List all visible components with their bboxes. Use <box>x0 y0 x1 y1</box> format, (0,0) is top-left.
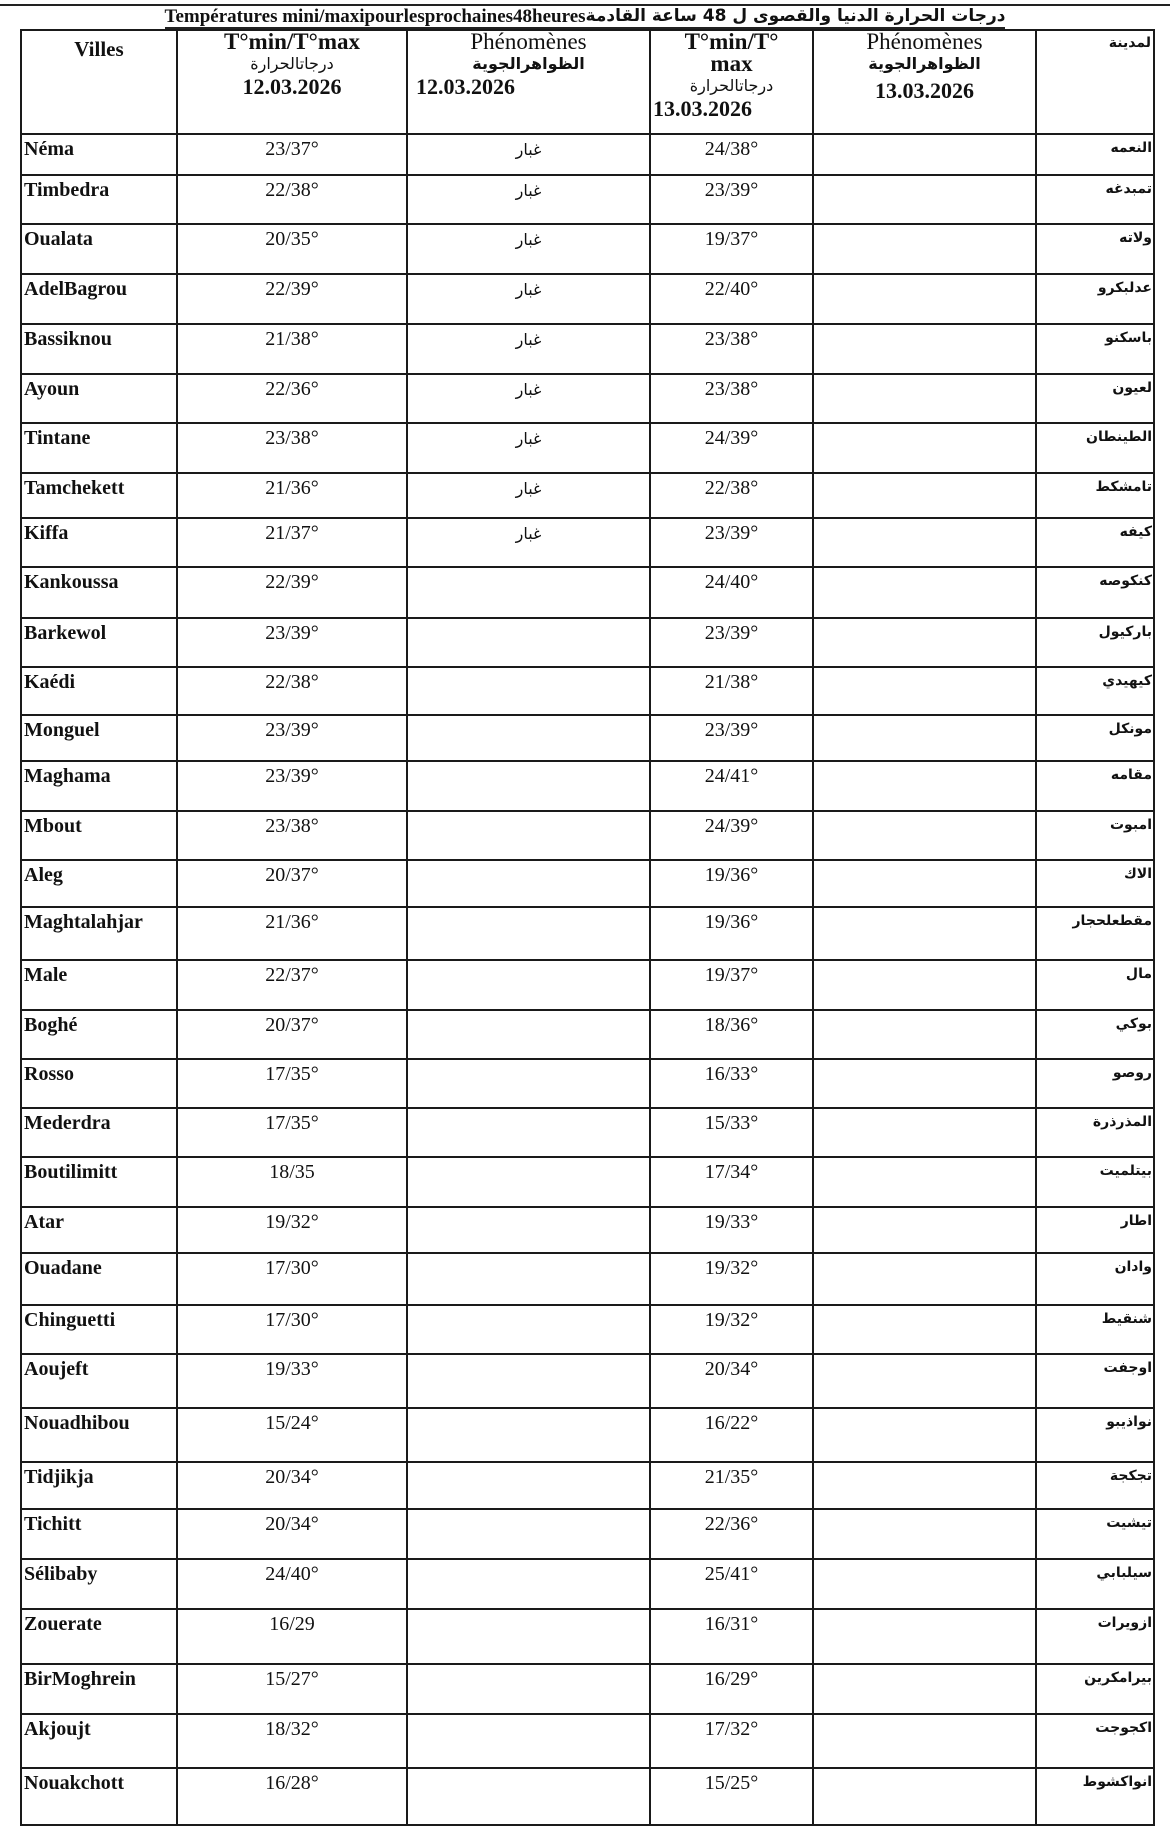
city-name-arabic: روصو <box>1036 1059 1154 1108</box>
phenomena-day1 <box>407 960 650 1010</box>
phenomena-day1 <box>407 1207 650 1253</box>
phenomena-day2 <box>813 374 1036 423</box>
temp-day2: 18/36° <box>650 1010 813 1059</box>
temp-day2: 16/31° <box>650 1609 813 1664</box>
city-name: Tamchekett <box>21 473 177 518</box>
city-name: Boghé <box>21 1010 177 1059</box>
city-name: Atar <box>21 1207 177 1253</box>
city-name: Ayoun <box>21 374 177 423</box>
table-row <box>21 1108 1154 1157</box>
city-name: Kiffa <box>21 518 177 567</box>
temp-day2: 23/38° <box>650 324 813 374</box>
temp-day2: 22/38° <box>650 473 813 518</box>
phenomena-day1 <box>407 907 650 960</box>
page-title <box>0 7 1170 29</box>
phenomena-day1 <box>407 667 650 715</box>
city-name: Monguel <box>21 715 177 761</box>
temp-day2: 21/38° <box>650 667 813 715</box>
temp-day1: 18/32° <box>177 1714 407 1768</box>
city-name-arabic: سيلبابي <box>1036 1559 1154 1609</box>
city-name: Mederdra <box>21 1108 177 1157</box>
city-name-arabic: تجكجة <box>1036 1462 1154 1509</box>
table-row <box>21 761 1154 811</box>
phenomena-day1 <box>407 1408 650 1462</box>
city-name-arabic: كيهيدي <box>1036 667 1154 715</box>
header-phenomena2-arabic: الظواهرالجوية <box>868 54 981 73</box>
phenomena-day1 <box>407 618 650 667</box>
temp-day1: 24/40° <box>177 1559 407 1609</box>
phenomena-day2 <box>813 715 1036 761</box>
temp-day1: 22/36° <box>177 374 407 423</box>
city-name-arabic: مقامه <box>1036 761 1154 811</box>
city-name: Kaédi <box>21 667 177 715</box>
city-name: Chinguetti <box>21 1305 177 1354</box>
header-row <box>21 30 1154 134</box>
temp-day2: 20/34° <box>650 1354 813 1408</box>
table-row <box>21 224 1154 274</box>
phenomena-day1: غبار <box>407 473 650 518</box>
temp-day1: 19/33° <box>177 1354 407 1408</box>
city-name-arabic: مال <box>1036 960 1154 1010</box>
table-row <box>21 324 1154 374</box>
city-name-arabic: الطينطان <box>1036 423 1154 473</box>
temp-day2: 19/37° <box>650 960 813 1010</box>
table-row <box>21 667 1154 715</box>
phenomena-day1 <box>407 567 650 618</box>
header-phenomena-label: Phénomènes <box>470 29 587 54</box>
city-name-arabic: بوكي <box>1036 1010 1154 1059</box>
header-date-day1: 12.03.2026 <box>242 74 342 99</box>
temp-day2: 19/33° <box>650 1207 813 1253</box>
header-temp-day1 <box>177 30 407 134</box>
city-name-arabic: وادان <box>1036 1253 1154 1305</box>
phenomena-day2 <box>813 1509 1036 1559</box>
phenomena-day2 <box>813 1559 1036 1609</box>
city-name: Male <box>21 960 177 1010</box>
temp-day2: 24/41° <box>650 761 813 811</box>
city-name-arabic: انواكشوط <box>1036 1768 1154 1825</box>
city-name: Tidjikja <box>21 1462 177 1509</box>
table-row <box>21 274 1154 324</box>
temp-day1: 21/36° <box>177 907 407 960</box>
header-city-arabic: لمدينة <box>1036 30 1154 134</box>
city-name: Timbedra <box>21 175 177 224</box>
temp-day2: 25/41° <box>650 1559 813 1609</box>
city-name-arabic: اوجفت <box>1036 1354 1154 1408</box>
phenomena-day1 <box>407 1664 650 1714</box>
table-row <box>21 1253 1154 1305</box>
phenomena-day2 <box>813 324 1036 374</box>
temp-day1: 23/39° <box>177 618 407 667</box>
temp-day2: 23/38° <box>650 374 813 423</box>
city-name-arabic: اطار <box>1036 1207 1154 1253</box>
city-name-arabic: كنكوصه <box>1036 567 1154 618</box>
title-arabic: درجات الحرارة الدنيا والقصوى ل 48 ساعة القادمة <box>586 6 1006 29</box>
phenomena-day1: غبار <box>407 423 650 473</box>
phenomena-day2 <box>813 274 1036 324</box>
temp-day1: 22/38° <box>177 667 407 715</box>
temp-day1: 16/29 <box>177 1609 407 1664</box>
phenomena-day1 <box>407 1253 650 1305</box>
temp-day2: 17/34° <box>650 1157 813 1207</box>
temp-day2: 15/25° <box>650 1768 813 1825</box>
city-name-arabic: امبوت <box>1036 811 1154 860</box>
phenomena-day1 <box>407 1354 650 1408</box>
phenomena-day1 <box>407 1157 650 1207</box>
header-temp-day2 <box>650 30 813 134</box>
phenomena-day1 <box>407 1714 650 1768</box>
phenomena-day2 <box>813 907 1036 960</box>
temp-day1: 17/30° <box>177 1253 407 1305</box>
table-row <box>21 374 1154 423</box>
city-name: Nouakchott <box>21 1768 177 1825</box>
phenomena-day1 <box>407 1059 650 1108</box>
temp-day1: 20/35° <box>177 224 407 274</box>
phenomena-day2 <box>813 567 1036 618</box>
temp-day1: 22/37° <box>177 960 407 1010</box>
header-date-day1-phenomena: 12.03.2026 <box>416 74 515 99</box>
table-row <box>21 1509 1154 1559</box>
temp-day1: 20/34° <box>177 1462 407 1509</box>
phenomena-day2 <box>813 473 1036 518</box>
temp-day1: 20/37° <box>177 1010 407 1059</box>
temp-day1: 23/39° <box>177 761 407 811</box>
phenomena-day1: غبار <box>407 274 650 324</box>
phenomena-day1: غبار <box>407 224 650 274</box>
temp-day1: 21/37° <box>177 518 407 567</box>
phenomena-day1: غبار <box>407 134 650 175</box>
city-name-arabic: باسكنو <box>1036 324 1154 374</box>
temp-day2: 16/29° <box>650 1664 813 1714</box>
phenomena-day2 <box>813 1768 1036 1825</box>
header-temp2-arabic: درجاتالحرارة <box>689 76 774 95</box>
phenomena-day2 <box>813 1157 1036 1207</box>
temp-day1: 16/28° <box>177 1768 407 1825</box>
temp-day1: 22/39° <box>177 274 407 324</box>
temp-day1: 23/37° <box>177 134 407 175</box>
city-name: Boutilimitt <box>21 1157 177 1207</box>
temp-day1: 22/38° <box>177 175 407 224</box>
temp-day2: 17/32° <box>650 1714 813 1768</box>
table-row <box>21 811 1154 860</box>
temp-day1: 22/39° <box>177 567 407 618</box>
city-name-arabic: المذرذرة <box>1036 1108 1154 1157</box>
phenomena-day1 <box>407 811 650 860</box>
phenomena-day2 <box>813 960 1036 1010</box>
city-name: Tintane <box>21 423 177 473</box>
table-row <box>21 618 1154 667</box>
city-name: Aoujeft <box>21 1354 177 1408</box>
temp-day2: 23/39° <box>650 518 813 567</box>
temp-day1: 21/36° <box>177 473 407 518</box>
city-name-arabic: شنقيط <box>1036 1305 1154 1354</box>
temp-day1: 17/35° <box>177 1059 407 1108</box>
header-phenomena-day1 <box>407 30 650 134</box>
phenomena-day2 <box>813 761 1036 811</box>
city-name: Sélibaby <box>21 1559 177 1609</box>
city-name: Maghama <box>21 761 177 811</box>
city-name: Tichitt <box>21 1509 177 1559</box>
phenomena-day1 <box>407 1305 650 1354</box>
city-name-arabic: مونكل <box>1036 715 1154 761</box>
temp-day2: 23/39° <box>650 175 813 224</box>
phenomena-day2 <box>813 1059 1036 1108</box>
table-row <box>21 567 1154 618</box>
phenomena-day2 <box>813 224 1036 274</box>
temp-day2: 16/22° <box>650 1408 813 1462</box>
table-row <box>21 860 1154 907</box>
phenomena-day1: غبار <box>407 374 650 423</box>
phenomena-day2 <box>813 1010 1036 1059</box>
phenomena-day2 <box>813 134 1036 175</box>
phenomena-day2 <box>813 811 1036 860</box>
city-name-arabic: ازويرات <box>1036 1609 1154 1664</box>
phenomena-day2 <box>813 1714 1036 1768</box>
temp-day2: 16/33° <box>650 1059 813 1108</box>
phenomena-day1 <box>407 1462 650 1509</box>
city-name-arabic: الاك <box>1036 860 1154 907</box>
temp-day2: 24/39° <box>650 811 813 860</box>
phenomena-day1 <box>407 1108 650 1157</box>
table-row <box>21 1559 1154 1609</box>
temp-day2: 24/39° <box>650 423 813 473</box>
city-name: AdelBagrou <box>21 274 177 324</box>
phenomena-day1 <box>407 1768 650 1825</box>
city-name: Mbout <box>21 811 177 860</box>
table-row <box>21 1010 1154 1059</box>
phenomena-day1: غبار <box>407 518 650 567</box>
city-name-arabic: تمبدغه <box>1036 175 1154 224</box>
temp-day1: 23/38° <box>177 423 407 473</box>
temp-day1: 18/35 <box>177 1157 407 1207</box>
table-row <box>21 423 1154 473</box>
city-name-arabic: نواذيبو <box>1036 1408 1154 1462</box>
phenomena-day2 <box>813 423 1036 473</box>
city-name: Bassiknou <box>21 324 177 374</box>
temp-day2: 21/35° <box>650 1462 813 1509</box>
temp-day2: 19/36° <box>650 860 813 907</box>
table-row <box>21 1462 1154 1509</box>
header-temp2-label-line1: T°min/T° <box>684 29 779 54</box>
temp-day1: 17/35° <box>177 1108 407 1157</box>
header-phenomena2-label: Phénomènes <box>866 29 983 54</box>
city-name: Maghtalahjar <box>21 907 177 960</box>
city-name: Rosso <box>21 1059 177 1108</box>
city-name: Barkewol <box>21 618 177 667</box>
table-row <box>21 1664 1154 1714</box>
city-name: BirMoghrein <box>21 1664 177 1714</box>
phenomena-day2 <box>813 1664 1036 1714</box>
city-name-arabic: باركيول <box>1036 618 1154 667</box>
city-name: Nouadhibou <box>21 1408 177 1462</box>
table-row <box>21 1059 1154 1108</box>
temp-day2: 19/32° <box>650 1253 813 1305</box>
temp-day1: 15/24° <box>177 1408 407 1462</box>
city-name-arabic: مقطعلحجار <box>1036 907 1154 960</box>
header-phenomena-arabic: الظواهرالجوية <box>472 54 585 73</box>
table-row <box>21 960 1154 1010</box>
temp-day2: 19/36° <box>650 907 813 960</box>
city-name-arabic: بيرامكرين <box>1036 1664 1154 1714</box>
temp-day2: 22/40° <box>650 274 813 324</box>
phenomena-day2 <box>813 1609 1036 1664</box>
city-name: Aleg <box>21 860 177 907</box>
city-name-arabic: عدلبكرو <box>1036 274 1154 324</box>
header-temp-arabic: درجاتالحرارة <box>250 54 334 73</box>
city-name-arabic: ولاته <box>1036 224 1154 274</box>
temp-day2: 19/37° <box>650 224 813 274</box>
temp-day1: 20/34° <box>177 1509 407 1559</box>
temp-day1: 21/38° <box>177 324 407 374</box>
phenomena-day1 <box>407 715 650 761</box>
city-name: Zouerate <box>21 1609 177 1664</box>
phenomena-day2 <box>813 1305 1036 1354</box>
table-row <box>21 1354 1154 1408</box>
phenomena-day2 <box>813 1354 1036 1408</box>
phenomena-day2 <box>813 1207 1036 1253</box>
city-name: Néma <box>21 134 177 175</box>
phenomena-day2 <box>813 1408 1036 1462</box>
phenomena-day2 <box>813 175 1036 224</box>
temp-day2: 19/32° <box>650 1305 813 1354</box>
table-row <box>21 473 1154 518</box>
table-row <box>21 1714 1154 1768</box>
table-row <box>21 1207 1154 1253</box>
phenomena-day1 <box>407 1609 650 1664</box>
phenomena-day2 <box>813 1253 1036 1305</box>
title-french: Températures mini/maxipourlesprochaines48heures <box>164 6 586 27</box>
table-row <box>21 715 1154 761</box>
forecast-table <box>20 29 1155 1826</box>
table-row <box>21 1408 1154 1462</box>
temp-day1: 23/39° <box>177 715 407 761</box>
temp-day2: 15/33° <box>650 1108 813 1157</box>
temp-day2: 22/36° <box>650 1509 813 1559</box>
city-name: Oualata <box>21 224 177 274</box>
city-name-arabic: بيتلميت <box>1036 1157 1154 1207</box>
phenomena-day2 <box>813 1108 1036 1157</box>
temp-day2: 23/39° <box>650 618 813 667</box>
table-row <box>21 1609 1154 1664</box>
table-row <box>21 518 1154 567</box>
table-row <box>21 134 1154 175</box>
city-name-arabic: تامشكط <box>1036 473 1154 518</box>
temp-day1: 17/30° <box>177 1305 407 1354</box>
city-name-arabic: النعمه <box>1036 134 1154 175</box>
phenomena-day2 <box>813 618 1036 667</box>
header-date-day2: 13.03.2026 <box>653 96 752 121</box>
header-villes: Villes <box>21 30 177 134</box>
temp-day1: 20/37° <box>177 860 407 907</box>
city-name-arabic: تيشيت <box>1036 1509 1154 1559</box>
header-date-day2-phenomena: 13.03.2026 <box>875 78 974 103</box>
city-name-arabic: لعيون <box>1036 374 1154 423</box>
temp-day2: 24/38° <box>650 134 813 175</box>
temp-day2: 23/39° <box>650 715 813 761</box>
phenomena-day2 <box>813 1462 1036 1509</box>
phenomena-day1: غبار <box>407 324 650 374</box>
phenomena-day2 <box>813 860 1036 907</box>
table-row <box>21 1305 1154 1354</box>
city-name: Ouadane <box>21 1253 177 1305</box>
phenomena-day1: غبار <box>407 175 650 224</box>
table-row <box>21 907 1154 960</box>
phenomena-day1 <box>407 860 650 907</box>
header-temp2-label-line2: max <box>710 51 753 76</box>
table-row <box>21 175 1154 224</box>
city-name: Akjoujt <box>21 1714 177 1768</box>
temp-day1: 23/38° <box>177 811 407 860</box>
city-name-arabic: كيفه <box>1036 518 1154 567</box>
phenomena-day1 <box>407 761 650 811</box>
temp-day2: 24/40° <box>650 567 813 618</box>
phenomena-day1 <box>407 1559 650 1609</box>
temp-day1: 19/32° <box>177 1207 407 1253</box>
header-temp-label: T°min/T°max <box>224 29 360 54</box>
table-row <box>21 1768 1154 1825</box>
header-phenomena-day2 <box>813 30 1036 134</box>
phenomena-day2 <box>813 667 1036 715</box>
temp-day1: 15/27° <box>177 1664 407 1714</box>
phenomena-day1 <box>407 1010 650 1059</box>
phenomena-day1 <box>407 1509 650 1559</box>
city-name-arabic: اكجوجت <box>1036 1714 1154 1768</box>
phenomena-day2 <box>813 518 1036 567</box>
table-body <box>21 134 1154 1825</box>
city-name: Kankoussa <box>21 567 177 618</box>
table-row <box>21 1157 1154 1207</box>
